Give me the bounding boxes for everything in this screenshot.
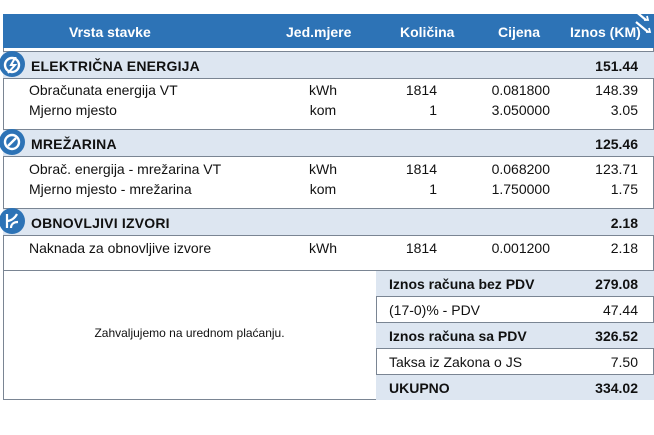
section-total: 151.44 <box>595 58 638 74</box>
table-row <box>3 238 654 258</box>
row-amount: 123.71 <box>595 161 638 177</box>
row-price: 1.750000 <box>491 181 550 197</box>
summary-value: 47.44 <box>602 302 638 318</box>
row-qty: 1814 <box>405 161 437 177</box>
header-price: Cijena <box>498 24 541 40</box>
summary-value: 326.52 <box>595 328 638 344</box>
row-unit: kWh <box>309 161 337 177</box>
row-price: 0.081800 <box>491 82 550 98</box>
summary-row <box>376 271 654 297</box>
summary-value: 7.50 <box>610 354 638 370</box>
table-header <box>3 14 654 48</box>
summary-label: Taksa iz Zakona o JS <box>389 354 523 370</box>
table-row <box>3 80 654 100</box>
row-name: Mjerno mjesto - mrežarina <box>29 181 192 197</box>
summary-total-row <box>376 375 654 400</box>
summary-label: Iznos računa sa PDV <box>389 328 527 344</box>
corner-arrows-icon <box>626 8 654 34</box>
row-name: Naknada za obnovljive izvore <box>29 240 212 256</box>
table-row <box>3 100 654 120</box>
section-title: OBNOVLJIVI IZVORI <box>31 215 170 231</box>
section-total: 2.18 <box>610 215 638 231</box>
summary-label: Iznos računa bez PDV <box>389 276 535 292</box>
header-item-type: Vrsta stavke <box>69 24 151 40</box>
table-row <box>3 179 654 199</box>
summary-value: 334.02 <box>595 380 638 396</box>
row-unit: kWh <box>309 82 337 98</box>
row-amount: 2.18 <box>610 240 638 256</box>
network-icon <box>0 127 27 157</box>
power-icon <box>0 49 27 79</box>
row-unit: kom <box>309 102 337 118</box>
renewable-icon <box>0 206 27 236</box>
section-renewables <box>3 208 654 236</box>
summary-value: 279.08 <box>595 276 638 292</box>
row-amount: 3.05 <box>610 102 638 118</box>
row-name: Mjerno mjesto <box>29 102 117 118</box>
row-name: Obračunata energija VT <box>29 82 178 98</box>
section-title: MREŽARINA <box>31 136 117 152</box>
row-amount: 1.75 <box>610 181 638 197</box>
row-qty: 1814 <box>405 82 437 98</box>
thank-you-note: Zahvaljujemo na urednom plaćanju. <box>94 326 285 340</box>
summary-row <box>376 349 654 375</box>
summary-row <box>376 323 654 349</box>
row-qty: 1814 <box>405 240 437 256</box>
row-qty: 1 <box>429 102 437 118</box>
header-quantity: Količina <box>400 24 455 40</box>
summary-label: (17-0)% - PDV <box>389 302 481 318</box>
row-price: 0.068200 <box>491 161 550 177</box>
row-amount: 148.39 <box>595 82 638 98</box>
row-price: 0.001200 <box>491 240 550 256</box>
row-unit: kom <box>309 181 337 197</box>
row-unit: kWh <box>309 240 337 256</box>
section-total: 125.46 <box>595 136 638 152</box>
summary-row <box>376 297 654 323</box>
section-title: ELEKTRIČNA ENERGIJA <box>31 58 200 74</box>
section-network-fee <box>3 129 654 157</box>
row-qty: 1 <box>429 181 437 197</box>
summary-label: UKUPNO <box>389 380 450 396</box>
row-price: 3.050000 <box>491 102 550 118</box>
row-name: Obrač. energija - mrežarina VT <box>29 161 222 177</box>
header-unit: Jed.mjere <box>286 24 352 40</box>
header-amount: Iznos (KM) <box>570 24 641 40</box>
section-electric-energy <box>3 51 654 79</box>
table-row <box>3 159 654 179</box>
